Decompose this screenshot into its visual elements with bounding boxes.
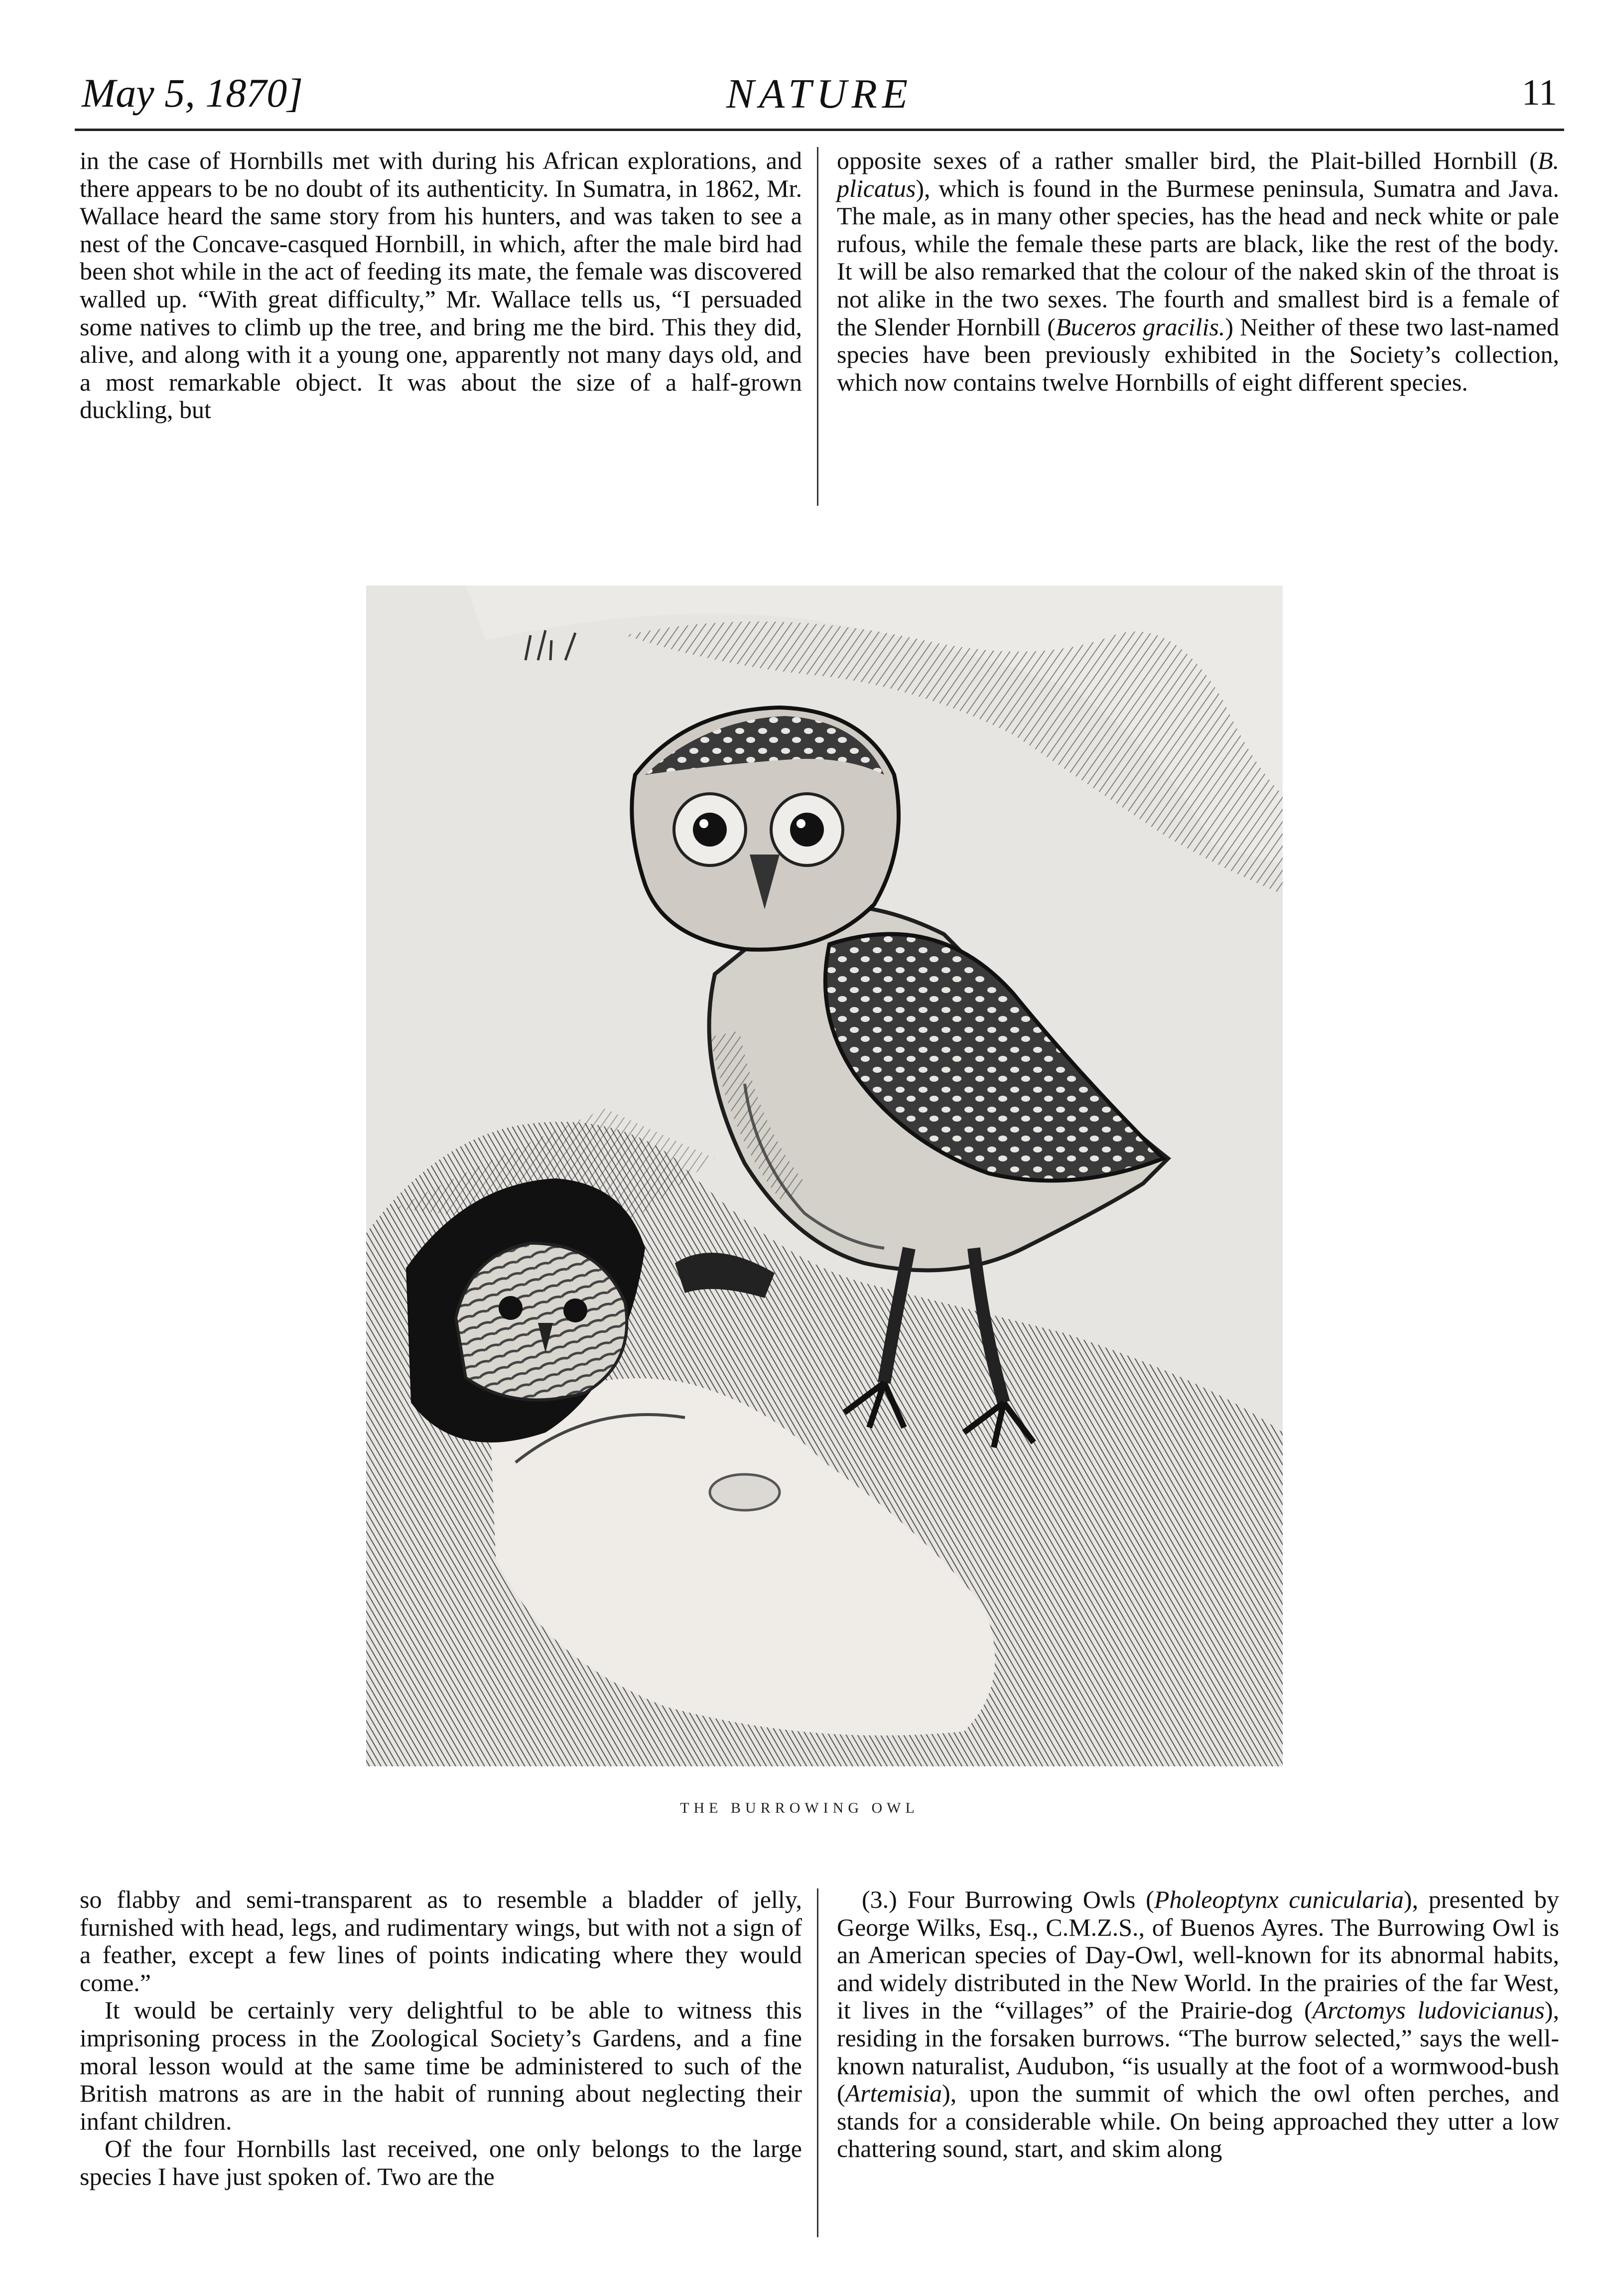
top-right-column xyxy=(837,147,1559,396)
column-divider-bottom xyxy=(817,1888,818,2237)
paragraph: It would be certainly very delightful to be able to witness this imprisoning process in the Zoological Society’s Gardens, and a fine moral lesson would at the same time be administered to such of the British matrons as are in the habit of running about neglecting their infant children. xyxy=(80,1996,802,2135)
paragraph xyxy=(837,147,1559,396)
paragraph xyxy=(837,1886,1559,2163)
species-name: Buceros gracilis. xyxy=(1056,312,1225,341)
text-run: (3.) Four Burrowing Owls ( xyxy=(862,1885,1154,1913)
running-header xyxy=(75,65,1564,125)
species-name: B. plicatus xyxy=(837,146,1559,202)
text-run: ) Neither of these two last-named species have been previously exhibited in the Society’s collection, which now contains twelve Hornbills of eight different species. xyxy=(837,312,1559,396)
species-name: Arctomys ludovicianus xyxy=(1312,1996,1545,2024)
text-run: ), which is found in the Burmese peninsula, Sumatra and Java. The male, as in many other species, has the head and neck white or pale rufous, while the female these parts are black, like the rest of the body. It will be also remarked that the colour of the naked skin of the throat is not alike in the two sexes. The fourth and smallest bird is a female of the Slender Hornbill ( xyxy=(837,174,1559,341)
paragraph: in the case of Hornbills met with during his African explorations, and there appears to be no doubt of its authenticity. In Sumatra, in 1862, Mr. Wallace heard the same story from his hunters, and was taken to see a nest of the Concave-casqued Hornbill, in which, after the male bird had been shot while in the act of feeding its mate, the female was discovered walled up. “With great difficulty,” Mr. Wallace tells us, “I persuaded some natives to climb up the tree, and bring me the bird. This they did, alive, and along with it a young one, apparently not many days old, and a most remarkable object. It was about the size of a half-grown duckling, but xyxy=(80,146,802,424)
top-left-column xyxy=(80,147,802,424)
species-name: Artemisia xyxy=(845,2079,942,2108)
species-name: Pholeoptynx cunicularia xyxy=(1154,1885,1404,1913)
text-run: ), residing in the forsaken burrows. “The burrow selected,” says the well-known naturalist, Audubon, “is usually at the foot of a wormwood-bush ( xyxy=(837,1996,1559,2108)
bottom-left-column xyxy=(80,1886,802,2191)
figure-caption: THE BURROWING OWL xyxy=(680,1800,919,1816)
journal-title: NATURE xyxy=(726,71,913,117)
text-run: ), presented by George Wilks, Esq., C.M.Z.S., of Buenos Ayres. The Burrowing Owl is an American species of Day-Owl, well-known for its abnormal habits, and widely distributed in the New World. In the prairies of the far West, it lives in the “villages” of the Prairie-dog ( xyxy=(837,1885,1559,2024)
header-rule xyxy=(75,129,1564,131)
page-number: 11 xyxy=(1521,72,1557,113)
header-date: May 5, 1870] xyxy=(82,70,303,116)
owl-engraving xyxy=(366,585,1283,1766)
text-run: ), upon the summit of which the owl often perches, and stands for a considerable while. On being approached they utter a low chattering sound, start, and skim along xyxy=(837,2079,1559,2163)
bottom-right-column xyxy=(837,1886,1559,2163)
text-run: opposite sexes of a rather smaller bird, the Plait-billed Hornbill ( xyxy=(837,146,1538,174)
burrowing-owl-illustration xyxy=(366,585,1283,1766)
paragraph: so flabby and semi-transparent as to resemble a bladder of jelly, furnished with head, legs, and rudimentary wings, but with not a sign of a feather, except a few lines of points indicating where they would come.” xyxy=(80,1885,802,1997)
column-divider-top xyxy=(817,147,818,506)
paragraph: Of the four Hornbills last received, one only belongs to the large species I have just spoken of. Two are the xyxy=(80,2135,802,2190)
